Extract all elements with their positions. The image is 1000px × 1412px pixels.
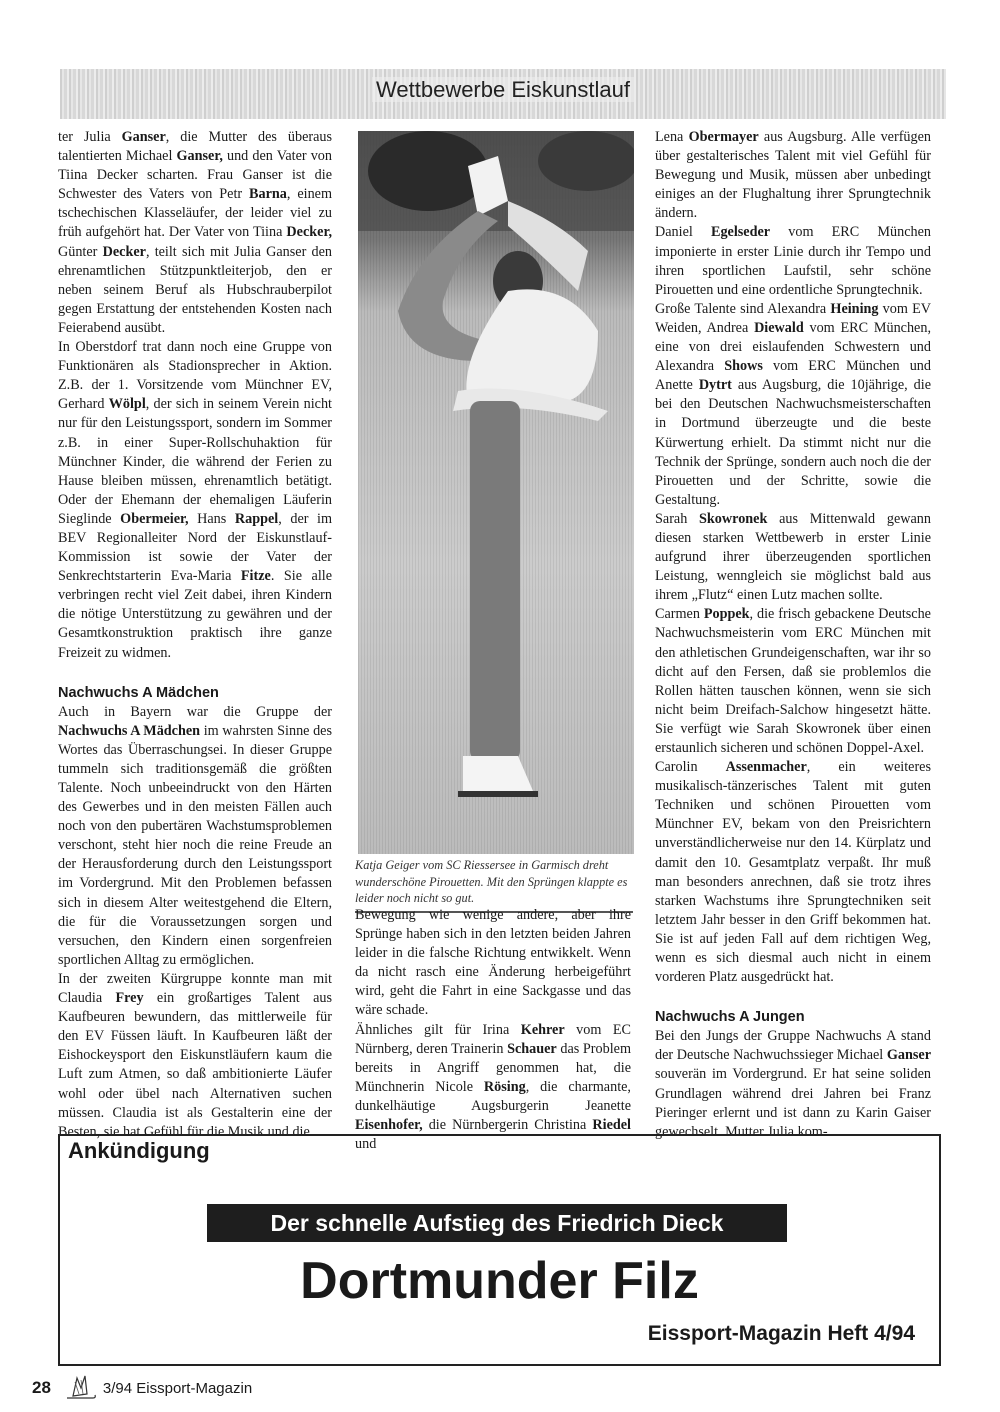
bold-name: Frey (115, 990, 144, 1007)
photo-caption: Katja Geiger vom SC Riessersee in Garmisch dreht wunderschöne Pirouetten. Mit den Sprüngen klappte es leider noch nicht so gut. (355, 857, 633, 913)
announcement-title: Dortmunder Filz (300, 1252, 699, 1310)
bold-name: Wölpl (108, 396, 146, 413)
bold-name: Obermeier, (120, 510, 189, 527)
paragraph: Lena Obermayer aus Augsburg. Alle verfügen über gestalterisches Talent mit viel Gefühl für Bewegung und Musik, müssen aber unbedingt einiges an der Flughaltung ihrer Sprungtechnik ändern. (655, 129, 931, 222)
paragraph: ter Julia Ganser, die Mutter des überaus talentierten Michael Ganser, und den Vater von Tiina Decker scharten. Frau Ganser ist die Schwester des Vaters von Petr Barna, einem tschechischen Klasseläufer, der leider viel zu früh aufgehört hat. Der Vater von Tiina Decker, Günter Decker, teilt sich mit Julia Ganser den ehrenamtlichen Stützpunktleiterjob, den er neben seinem Beruf als Hubschrauberpilot gegen Erstattung der entstehenden Kosten nach Feierabend ausübt. (58, 129, 333, 336)
bold-name: Ganser, (176, 148, 223, 165)
page-footer (32, 1374, 252, 1402)
bold-name: Ganser (886, 1047, 931, 1064)
bold-name: Fitze (240, 568, 271, 585)
paragraph: Daniel Egelseder vom ERC München imponierte in erster Linie durch ihr Tempo und ihren sportlichen Laufstil, sehr schöne Pirouetten und eine ordentliche Sprungtechnik. (655, 224, 931, 298)
paragraph: In der zweiten Kürgruppe konnte man mit Claudia Frey ein großartiges Talent aus Kaufbeuren bewundern, das mittlerweile für den EV Füssen läuft. In Kaufbeuren läßt der Eishockeysport den Eiskunstläufern kaum die Luft zum Atmen, so daß ambitionierte Läufer wohl oder übel nach Alternativen suchen müssen. Claudia ist als Gestalterin eine der Besten, sie hat Gefühl für die Musik und die (58, 970, 332, 1140)
subheading: Nachwuchs A Mädchen (58, 684, 219, 701)
bold-name: Egelseder (710, 224, 771, 241)
bold-name: Barna (249, 186, 287, 203)
bold-name: Obermayer (688, 129, 759, 145)
announcement-label: Ankündigung (68, 1138, 210, 1163)
bold-name: Rösing (483, 1078, 526, 1095)
section-header (60, 69, 946, 119)
skater-logo-icon (63, 1374, 99, 1402)
announcement-box (58, 1134, 941, 1366)
paragraph: In Oberstdorf trat dann noch eine Gruppe von Funktionären als Stadionsprecher in Aktion. Z.B. der 1. Vorsitzende vom Münchner EV, Gerhard Wölpl, der sich in seinem Verein nicht nur für den Leistungssport, sondern im Sommer z.B. in einer Super-Rollschuhaktion für Münchner Kinder, die während der Ferien zu Hause bleiben müssen, ehrenamtlich betätigt. Oder der Ehemann der ehemaligen Läuferin Sieglinde Obermeier, Hans Rappel, der im BEV Regionalleiter Nord der Eiskunstlauf-Kommission ist sowie der Vater der Senkrechtstarterin Eva-Maria Fitze. Sie alle verbringen recht viel Zeit dabei, ihren Kindern die nötige Unterstützung zu gewähren und der Gesamtkonstruktion praktisch ihre ganze Freizeit zu widmen. (58, 339, 332, 661)
paragraph: Große Talente sind Alexandra Heining vom EV Weiden, Andrea Diewald vom ERC München, eine von drei eislaufenden Schwestern und Alexandra Shows vom ERC München und Anette Dytrt aus Augsburg, die 10jährige, die bei den Deutschen Nachwuchsmeisterschaften in Dortmund überzeugte und die beste Kürwertung erhielt. Da stimmt nicht nur die Technik der Sprünge, sondern auch noch die der Pirouetten und der Schritte, sowie die Gestaltung. (655, 300, 931, 508)
paragraph: Auch in Bayern war die Gruppe der Nachwuchs A Mädchen im wahrsten Sinne des Wortes das Überraschungsei. In dieser Gruppe tummeln sich traditionsgemäß die größten Talente. Noch unbeeindruckt von den Härten des Gewerbes und in den meisten Fällen auch noch von den pubertären Wachstumsproblemen verschont, steht hier noch die reine Freude an der Herausforderung durch den Leistungssport im Vordergrund. Mit den Problemen befassen sich in diesem Alter weitestgehend die Eltern, die für die Voraussetzungen sorgen und versuchen, den Kindern einen sorgenfreien sportlichen Alltag zu ermöglichen. (58, 703, 332, 968)
paragraph: Sarah Skowronek aus Mittenwald gewann diesen starken Wettbewerb in erster Linie aufgrund ihrer überzeugenden sportlichen Leistung, wenngleich sie möglichst bald aus ihrem „Flutz“ einen Lutz machen sollte. (655, 510, 931, 604)
right-column (655, 128, 931, 1142)
paragraph: Carmen Poppek, die frisch gebackene Deutsche Nachwuchsmeisterin vom ERC München mit den athletischen Grundeigenschaften, war ihr so dicht auf den Fersen, daß sie problemlos die Rollen hätten tauschen können, wenn sie sich nicht beim Dreifach-Salchow hingesetzt hätte. Sie verfügt wie Sarah Skowronek über einen erstaunlich sicheren und schönen Doppel-Axel. (655, 606, 931, 756)
skater-photo (358, 131, 634, 854)
bold-name: Schauer (507, 1040, 557, 1057)
page-number: 28 (32, 1378, 51, 1397)
bold-name: Decker, (286, 224, 332, 241)
paragraph: Ähnliches gilt für Irina Kehrer vom EC Nürnberg, deren Trainerin Schauer das Problem bereits in Angriff genommen hat, die Münchnerin Nicole Rösing, die charmante, dunkelhäutige Augsburgerin Jeanette Eisenhofer, die Nürnbergerin Christina Riedel und (355, 1021, 631, 1153)
bold-name: Kehrer (520, 1021, 565, 1038)
middle-column (355, 906, 631, 1154)
bold-name: Diewald (754, 319, 804, 336)
bold-name: Rappel (234, 510, 279, 527)
bold-name: Shows (724, 358, 763, 375)
skater-figure-icon (358, 131, 634, 854)
bold-name: Assenmacher (725, 759, 807, 776)
paragraph: Carolin Assenmacher, ein weiteres musikalisch-tänzerisches Talent mit guten Techniken und schönen Pirouetten vom Münchner EV, bekam von den Preisrichtern unverständlicherweise nur den 14. Kürplatz und damit den 10. Gesamtplatz verpaßt. Ihr muß man besonders anrechnen, daß sie trotz ihres starken Wachstums ihre Sprungtechniken seit letztem Jahr besser in den Griff bekommen hat. Sie ist auf jeden Fall auf dem richtigen Weg, wenn es sich diesmal auch nicht in einem vorderen Platz ausgedrückt hat. (655, 759, 931, 986)
bold-name: Dytrt (698, 377, 732, 394)
bold-name: Decker (102, 243, 146, 260)
bold-name: Eisenhofer, (355, 1117, 423, 1134)
bold-name: Ganser (121, 129, 166, 145)
paragraph: Bewegung wie wenige andere, aber ihre Sprünge haben sich in den letzten beiden Jahren leider in die falsche Richtung entwikkelt. Wenn da nicht rasch eine Änderung herbeigeführt wird, geht die Fahrt in eine Sackgasse und das wäre schade. (355, 907, 631, 1019)
bold-name: Nachwuchs A Mädchen (58, 722, 201, 739)
subheading: Nachwuchs A Jungen (655, 1009, 805, 1026)
footer-issue: 3/94 Eissport-Magazin (102, 1379, 253, 1397)
left-column (58, 128, 332, 1142)
bold-name: Skowronek (699, 510, 768, 527)
bold-name: Heining (830, 300, 879, 317)
announcement-issue: Eissport-Magazin Heft 4/94 (647, 1322, 915, 1345)
announcement-banner: Der schnelle Aufstieg des Friedrich Dieck (207, 1204, 787, 1242)
bold-name: Riedel (592, 1117, 631, 1134)
bold-name: Poppek (703, 606, 750, 623)
section-title: Wettbewerbe Eiskunstlauf (372, 77, 634, 102)
paragraph: Bei den Jungs der Gruppe Nachwuchs A stand der Deutsche Nachwuchssieger Michael Ganser souverän im Vordergrund. Er hat seine soliden Grundlagen während drei Jahren bei Franz Pieringer erlernt und ist dann zu Karin Gaiser gewechselt. Mutter Julia kom- (655, 1028, 931, 1140)
